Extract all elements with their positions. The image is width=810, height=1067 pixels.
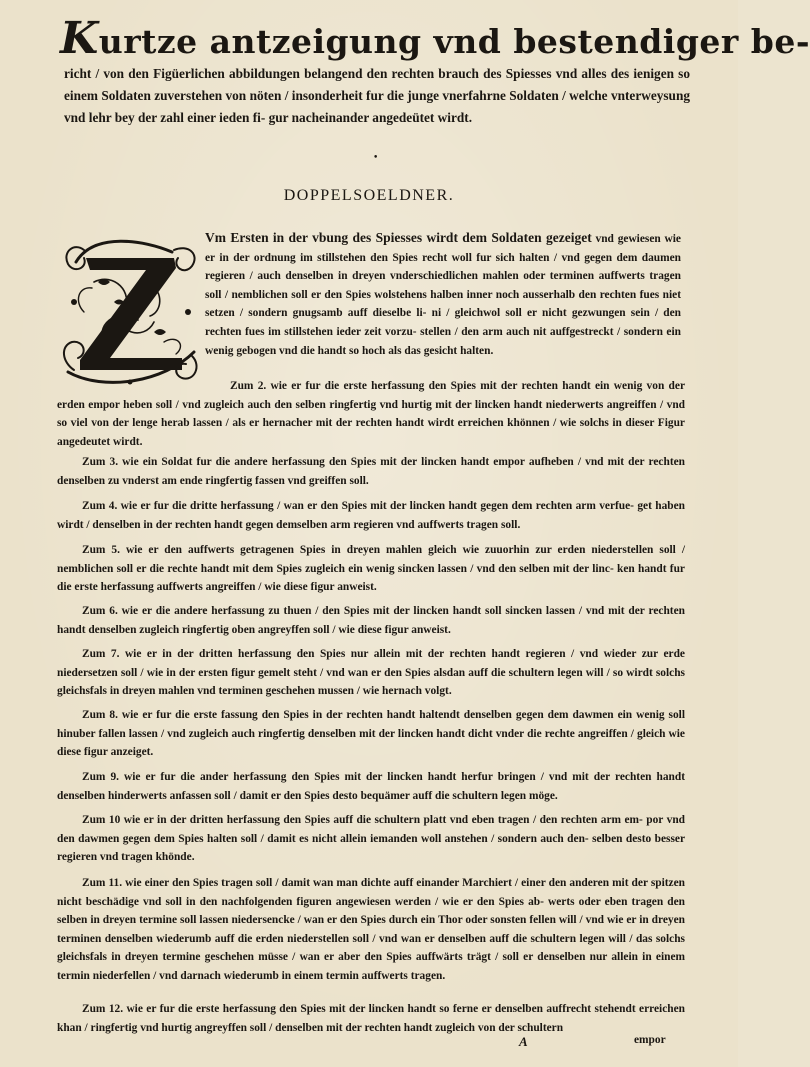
paragraph-8: Zum 8. wie er fur die erste fassung den Spies in der rechten handt haltendt denselben gegen dem dawmen ein wenig soll hinuber fallen lassen / vnd zugleich auch ringfertig denselben mit der lincken handt dicht vnder die rechte angreiffen / gleich wie diese figur anzeiget. (57, 709, 685, 759)
title-block (60, 13, 810, 129)
paragraph-4: Zum 4. wie er fur die dritte herfassung / wan er den Spies mit der lincken handt gegen dem rechten arm verfue- get haben wirdt / denselben in der rechten handt gegen demselben arm regieren vnd auffwerts tragen soll. (57, 500, 685, 531)
paragraph-1-text: vnd gewiesen wie er in der ordnung im stillstehen den Spies recht woll fur sich halten / vnd gegen dem daumen regieren / auch denselben in dreyen vnderschiedlichen mahlen oder terminen auffwerts tragen soll / nemblichen soll er den Spies wolstehens halben inner noch ausserhalb den rechten fues niet setzen / sondern gnugsamb auff dieselbe li- ni / gleichwol soll er nicht gezwungen sein / den rechten fues im stillstehen ieder zeit vorzu- stellen / den arm auch nit auffgestreckt / sondern ein wenig gebogen vnd die handt so hoch als das gesicht halten. (205, 233, 681, 357)
paragraph-3: Zum 3. wie ein Soldat fur die andere herfassung den Spies mit der lincken handt empor aufheben / vnd mit der rechten denselben zu vnderst am ende ringfertig fassen vnd greiffen soll. (57, 456, 685, 487)
paragraph-6: Zum 6. wie er die andere herfassung zu thuen / den Spies mit der lincken handt soll sincken lassen / vnd mit der rechten handt denselben zugleich ringfertig oben angreyffen soll / wie diese figur anweist. (57, 605, 685, 636)
catchword: empor (634, 1034, 666, 1046)
paragraph-11: Zum 11. wie einer den Spies tragen soll / damit wan man dichte auff einander Marchiert / einer den anderen mit der spitzen nicht beschädige vnd soll in den nachfolgenden figuren angewiesen werden / wie er den Spies ab- werts oder eben tragen den selben in dreyen termine soll lassen niedersencke / wan er den Spies durch ein Thor oder sonsten fellen will / vnd wie er in dreyen terminen denselben wiederumb auff die erden niederstellen soll / vnd wan er denselben auff die schultern legen will / das solchs gleichsfals in dreyen termine geschehen müsse / wan er aber den Spies auffwärts trägt / soll er denselben nur allein in einem termin niederfellen / vnd darnach wiederumb in einem termin auffwerts tragen. (57, 877, 685, 982)
paragraph-7: Zum 7. wie er in der dritten herfassung den Spies nur allein mit der rechten handt regieren / vnd wieder zur erde niedersetzen soll / wie in der ersten figur gemelt steht / vnd wan er den Spies alsdan auff die schultern legen will / so wirdt solchs gleichsfals in dreyen mahlen vnd terminen geschehen mussen / wie hernach volgt. (57, 648, 685, 698)
paragraph-10: Zum 10 wie er in der dritten herfassung den Spies auff die schultern platt vnd eben tragen / den rechten arm em- por vnd den dawmen gegen dem Spies halten soll / damit es nicht allein iemanden woll anstehen / sondern auch den- selben desto besser regieren vnd tragen khönde. (57, 814, 685, 864)
signature-mark: A (519, 1034, 528, 1049)
title-initial: K (60, 13, 99, 64)
paragraph-9: Zum 9. wie er fur die ander herfassung den Spies mit der lincken handt herfur bringen / vnd mit der rechten handt denselben hinderwerts anfassen soll / damit er den Spies desto bequämer auff die schultern legen möge. (57, 771, 685, 802)
paragraph-5: Zum 5. wie er den auffwerts getragenen Spies in dreyen mahlen gleich wie zuuorhin zur erden niederstellen soll / nemblichen soll er die rechte handt mit dem Spies zugleich ein wenig sincken lassen / vnd den selben mit der linc- ken handt fur die erste herfassung auffwerts angreiffen / wie diese figur anweist. (57, 544, 685, 594)
paragraph-1 (205, 229, 681, 360)
paragraph-12: Zum 12. wie er fur die erste herfassung den Spies mit der lincken handt so ferne er denselben auffrecht stehendt erreichen khan / ringfertig vnd hurtig angreyffen soll / denselben mit der rechten handt zugleich von der schultern (57, 1003, 685, 1034)
paragraph-2: Zum 2. wie er fur die erste herfassung den Spies mit der rechten handt ein wenig von der erden empor heben soll / vnd zugleich auch den selben ringfertig vnd hurtig mit der lincken handt niederwerts angreiffen / vnd so viel von der lenge herab lassen / als er hernacher mit der rechten handt wirdt erreichen khönnen / wie solchs in dieser Figur angedeutet wirdt. (57, 380, 685, 448)
document-subtitle: richt / von den Figüerlichen abbildungen belangend den rechten brauch des Spiesses vnd alles des ienigen so einem Soldaten zuverstehen von nöten / insonderheit fur die junge vnerfahrne Soldaten / welche vnterweysung vnd lehr bey der zahl einer ieden fi- gur nacheinander angedeütet wirdt. (64, 66, 690, 125)
ornament-dot: • (373, 153, 379, 163)
paragraph-1-lead: Vm Ersten in der vbung des Spiesses wirdt dem Soldaten gezeiget (205, 230, 592, 245)
decorated-initial-z (54, 222, 204, 392)
document-title: Kurtze antzeigung vnd bestendiger be- (60, 13, 810, 64)
section-heading: DOPPELSOELDNER. (283, 187, 455, 204)
